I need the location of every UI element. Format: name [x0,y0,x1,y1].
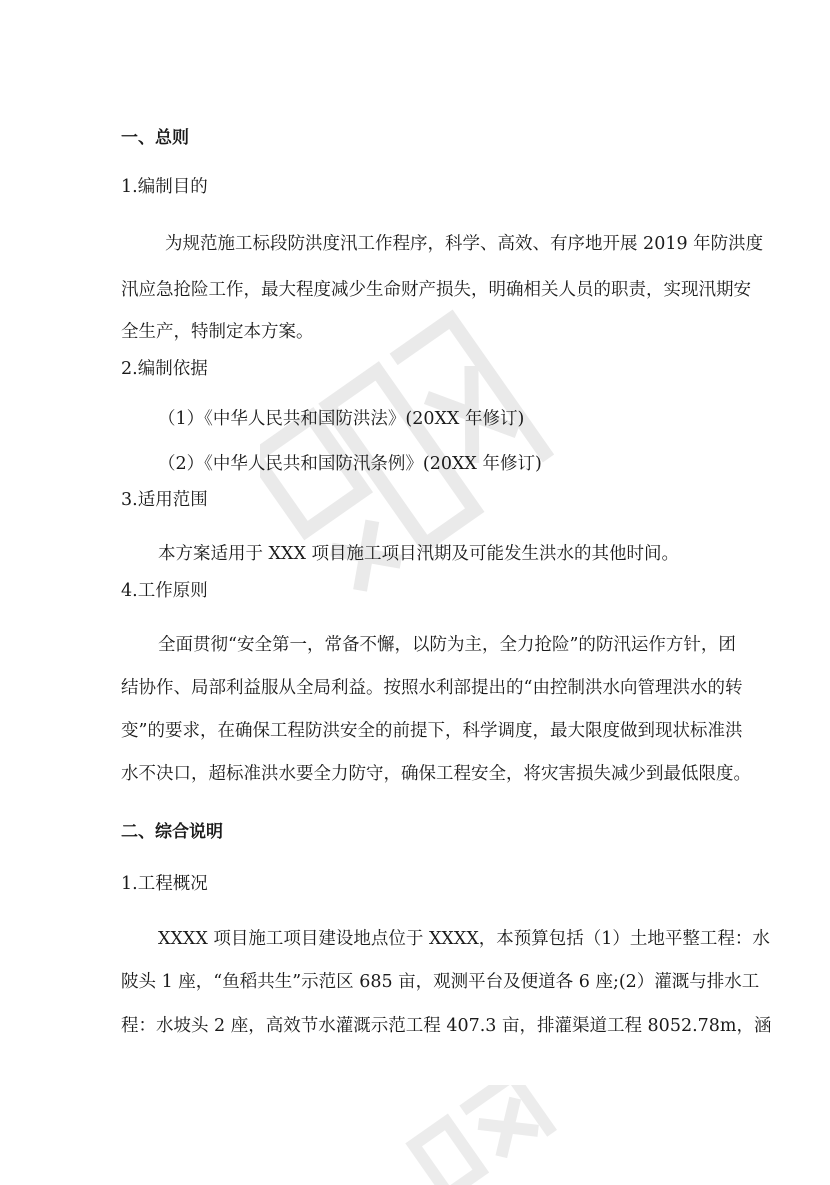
subsection-1-3-heading: 3.适用范围 [121,490,208,510]
paragraph-line: XXXX 项目施工项目建设地点位于 XXXX，本预算包括（1）土地平整工程：水 [158,929,770,949]
paragraph-line: 水不决口，超标准洪水要全力防守，确保工程安全，将灾害损失减少到最低限度。 [121,764,751,784]
watermark-logo-bottom [380,1085,580,1185]
subsection-1-4-heading: 4.工作原则 [121,581,208,601]
paragraph-line: 全生产，特制定本方案。 [121,322,314,342]
paragraph-line: 本方案适用于 XXX 项目施工项目汛期及可能发生洪水的其他时间。 [158,544,679,564]
list-item: （2）《中华人民共和国防汛条例》(20XX 年修订) [158,454,542,474]
list-item: （1）《中华人民共和国防洪法》(20XX 年修订) [158,409,525,429]
paragraph-line: 为规范施工标段防洪度汛工作程序，科学、高效、有序地开展 2019 年防洪度 [165,234,764,254]
section-2-heading: 二、综合说明 [121,822,223,842]
subsection-1-1-heading: 1.编制目的 [121,177,208,197]
paragraph-line: 结协作、局部利益服从全局利益。按照水利部提出的“由控制洪水向管理洪水的转 [121,678,743,698]
subsection-2-1-heading: 1.工程概况 [121,874,208,894]
section-1-heading: 一、总则 [121,128,189,148]
paragraph-line: 程：水坡头 2 座，高效节水灌溉示范工程 407.3 亩，排灌渠道工程 8052.78m，涵 [121,1016,772,1036]
paragraph-line: 汛应急抢险工作，最大程度减少生命财产损失，明确相关人员的职责，实现汛期安 [121,280,751,300]
paragraph-line: 变”的要求，在确保工程防洪安全的前提下，科学调度，最大限度做到现状标准洪 [121,721,743,741]
paragraph-line: 全面贯彻“安全第一，常备不懈，以防为主，全力抢险”的防汛运作方针，团 [158,635,736,655]
paragraph-line: 陂头 1 座，“鱼稻共生”示范区 685 亩，观测平台及便道各 6 座;(2）灌溉与排水工 [121,972,760,992]
subsection-1-2-heading: 2.编制依据 [121,359,208,379]
